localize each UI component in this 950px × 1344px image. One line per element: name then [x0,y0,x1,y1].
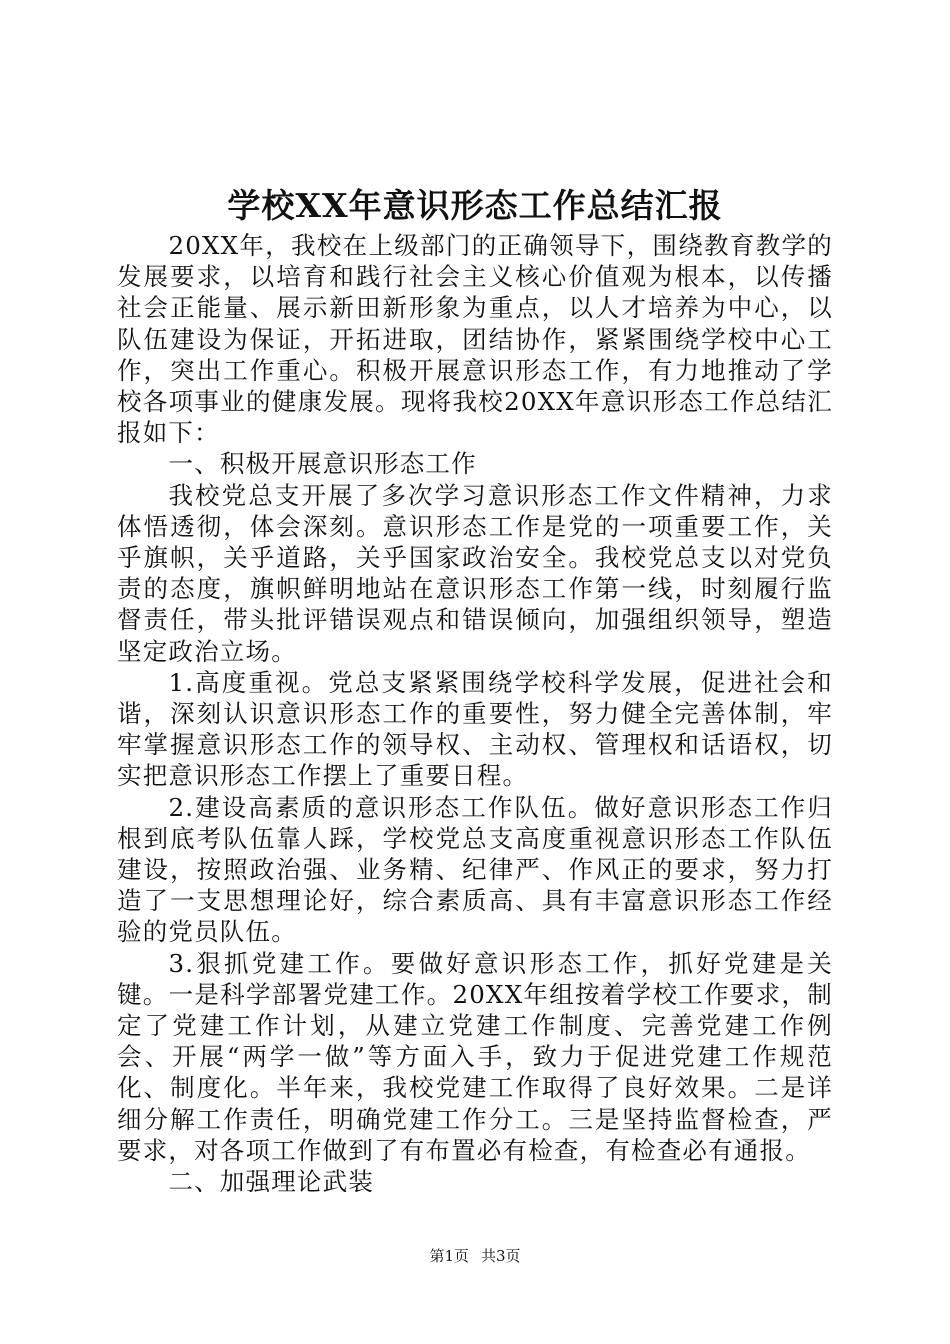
paragraph-item-3: 3.狠抓党建工作。要做好意识形态工作，抓好党建是关键。一是科学部署党建工作。20XX年组按着学校工作要求，制定了党建工作计划，从建立党建工作制度、完善党建工作例会、开展“两学一做”等方面入手，致力于促进党建工作规范化、制度化。半年来，我校党建工作取得了良好效果。二是详细分解工作责任，明确党建工作分工。三是坚持监督检查，严要求，对各项工作做到了有布置必有检查，有检查必有通报。 [117,948,833,1165]
document-title: 学校XX年意识形态工作总结汇报 [227,186,723,225]
section-heading-1: 一、积极开展意识形态工作 [168,449,477,479]
section-heading-2: 二、加强理论武装 [168,1167,375,1197]
page-number-total: 共3页 [481,1247,521,1265]
paragraph-item-1: 1.高度重视。党总支紧紧围绕学校科学发展，促进社会和谐，深刻认识意识形态工作的重要性，努力健全完善体制，牢牢掌握意识形态工作的领导权、主动权、管理权和话语权，切实把意识形态工作摆上了重要日程。 [117,667,833,791]
document-body [117,230,833,1197]
paragraph-item-2: 2.建设高素质的意识形态工作队伍。做好意识形态工作归根到底考队伍靠人踩，学校党总支高度重视意识形态工作队伍建设，按照政治强、业务精、纪律严、作风正的要求，努力打造了一支思想理论好，综合素质高、具有丰富意识形态工作经验的党员队伍。 [117,792,833,947]
paragraph-section-1: 我校党总支开展了多次学习意识形态工作文件精神，力求体悟透彻，体会深刻。意识形态工作是党的一项重要工作，关乎旗帜，关乎道路，关乎国家政治安全。我校党总支以对党负责的态度，旗帜鲜明地站在意识形态工作第一线，时刻履行监督责任，带头批评错误观点和错误倾向，加强组织领导，塑造坚定政治立场。 [117,480,833,666]
page-number-current: 第1页 [429,1247,469,1265]
page-footer [0,1246,950,1266]
paragraph-intro: 20XX年，我校在上级部门的正确领导下，围绕教育教学的发展要求，以培育和践行社会主义核心价值观为根本，以传播社会正能量、展示新田新形象为重点，以人才培养为中心，以队伍建设为保证，开拓进取，团结协作，紧紧围绕学校中心工作，突出工作重心。积极开展意识形态工作，有力地推动了学校各项事业的健康发展。现将我校20XX年意识形态工作总结汇报如下： [117,231,833,448]
